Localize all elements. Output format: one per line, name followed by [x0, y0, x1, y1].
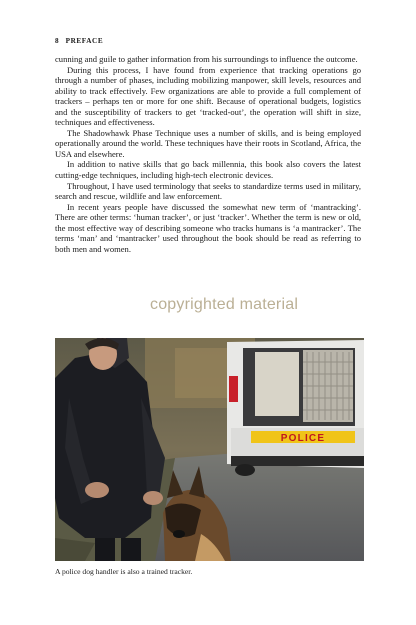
paragraph: The Shadowhawk Phase Technique uses a number of skills, and is being employed operationally around the world. These techniques have their roots in Scotland, Africa, the USA and elsewhere. — [55, 127, 361, 159]
handler-hand — [85, 482, 109, 498]
handler-hand — [143, 491, 163, 505]
running-head — [55, 37, 103, 45]
police-sign-text: POLICE — [280, 433, 326, 444]
paragraph: In addition to native skills that go back millennia, this book also covers the latest cutting-edge techniques, including high-tech electronic devices. — [55, 159, 361, 181]
body-text — [55, 54, 361, 254]
paragraph: During this process, I have found from experience that tracking operations go through a number of phases, including mobilizing manpower, skill levels, resources and ability to track effectively. Few organizations are able to provide a full complement of trackers – perhaps ten or more for one shift. Because of operational budgets, logistics and the susceptibility of trackers to get ‘tracked-out’, the operation will shift in size, techniques and effectiveness. — [55, 64, 361, 128]
car-wheel — [235, 464, 255, 476]
photo-caption: A police dog handler is also a trained tracker. — [55, 567, 193, 576]
tail-light — [229, 376, 238, 402]
paragraph: Throughout, I have used terminology that seeks to standardize terms used in military, search and rescue, wildlife and law enforcement. — [55, 180, 361, 202]
watermark: copyrighted material — [150, 296, 299, 313]
paragraph: cunning and guile to gather information from his surroundings to influence the outcome. — [55, 54, 358, 64]
paragraph: In recent years people have discussed the somewhat new term of ‘mantracking’. There are other terms: ‘human tracker’, or just ‘tracker’. Whether the term is new or old, the most effective way of describing someone who tracks humans is ‘a mantracker’. The terms ‘man’ and ‘mantracker’ used throughout the book should be read as referring to both men and women. — [55, 201, 361, 254]
section-title: PREFACE — [65, 37, 104, 45]
police-car — [227, 340, 364, 476]
photo-police-dog-handler — [55, 338, 364, 561]
page-number: 8 — [55, 37, 60, 45]
photo-illustration — [55, 338, 364, 561]
